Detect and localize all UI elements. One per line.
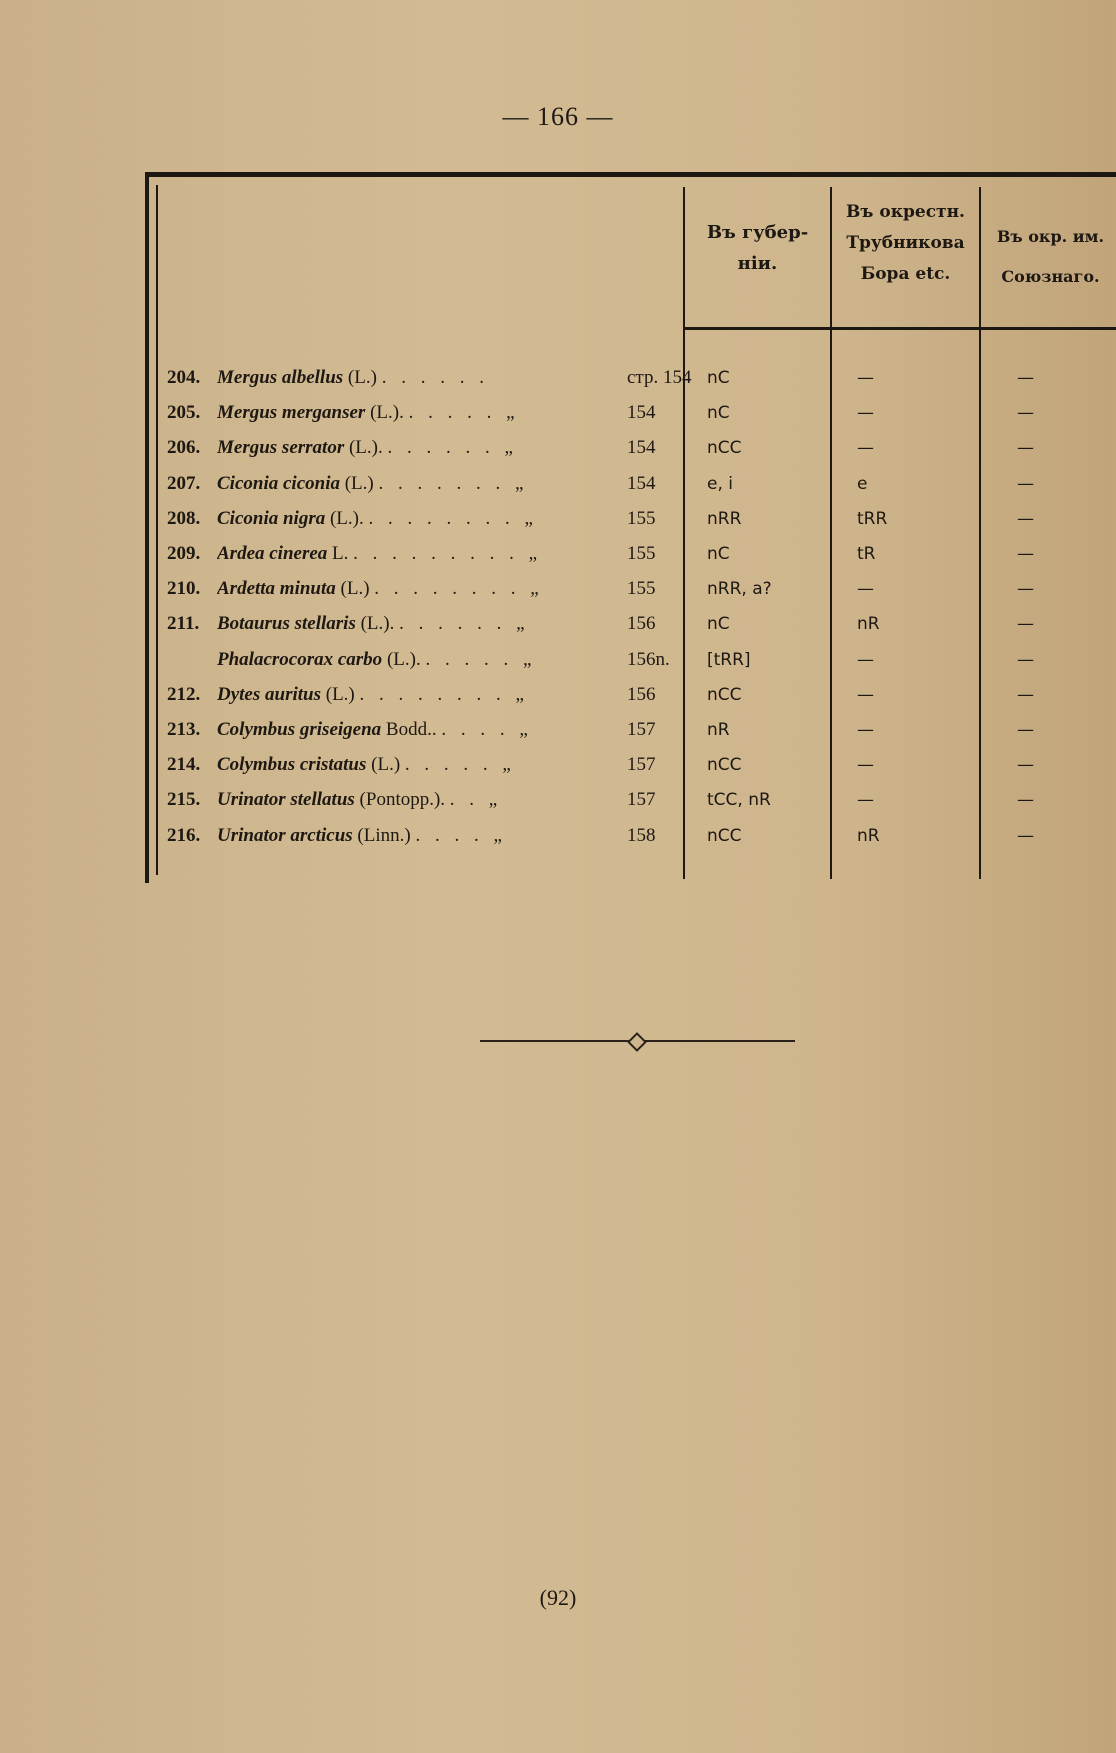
header-soyuznoe xyxy=(981,217,1116,297)
species-latin: Colymbus cristatus xyxy=(217,754,367,776)
cell-gubernia: e, i xyxy=(707,473,733,494)
cell-gubernia: nC xyxy=(707,614,730,635)
cell-gubernia: nCC xyxy=(707,755,742,776)
cell-trubnikov: — xyxy=(857,403,874,424)
ornament-divider xyxy=(480,1035,795,1047)
page-reference: 157 xyxy=(627,719,656,740)
row-number: 215. xyxy=(167,789,201,811)
species-author: (L.). xyxy=(386,648,421,670)
species-author: (L.) xyxy=(325,683,355,705)
cell-soyuznoe: — xyxy=(1017,790,1034,811)
species-name xyxy=(217,402,622,424)
species-latin: Botaurus stellaris xyxy=(217,613,356,635)
species-author: (L.) xyxy=(347,367,377,388)
cell-soyuznoe: — xyxy=(1017,579,1034,600)
leader-dots: . . . . „ xyxy=(415,824,507,846)
species-author: (L.) xyxy=(371,754,401,776)
species-name xyxy=(217,473,622,495)
table-row xyxy=(167,678,1034,712)
species-latin: Ardea cinerea xyxy=(217,543,328,564)
page-reference: 157 xyxy=(627,754,656,776)
cell-trubnikov: — xyxy=(857,649,874,670)
cell-soyuznoe: — xyxy=(1017,544,1034,564)
header-trubnikov-line3: Бора etc. xyxy=(860,264,951,284)
species-latin: Mergus serrator xyxy=(217,437,345,459)
species-latin: Urinator stellatus xyxy=(217,789,355,811)
header-gubernia-line2: ніи. xyxy=(737,253,778,274)
cell-gubernia: nRR, a? xyxy=(707,579,772,600)
page-number: — 166 — xyxy=(502,102,614,131)
page-reference: 156 xyxy=(627,613,656,635)
row-number: 204. xyxy=(167,367,201,388)
page-reference: 156 xyxy=(627,683,656,705)
cell-soyuznoe: — xyxy=(1017,755,1034,776)
ornament-line-right xyxy=(645,1040,795,1042)
species-name xyxy=(217,613,622,635)
cell-soyuznoe: — xyxy=(1017,720,1034,740)
header-rule xyxy=(684,327,1116,330)
cell-gubernia: nC xyxy=(707,403,730,424)
page-footer: (92) xyxy=(539,1585,577,1610)
leader-dots: . . . . . . xyxy=(381,367,489,388)
species-name xyxy=(217,543,622,565)
cell-soyuznoe: — xyxy=(1017,825,1034,846)
species-author: (L.). xyxy=(348,437,383,459)
leader-dots: . . . . . „ xyxy=(408,402,520,424)
cell-trubnikov: — xyxy=(857,579,874,600)
cell-gubernia: nCC xyxy=(707,438,742,459)
row-number: 207. xyxy=(167,472,201,494)
leader-dots: . . . . . . . . „ xyxy=(368,507,538,529)
page-reference: 154 xyxy=(627,437,656,459)
table-row xyxy=(167,572,1034,606)
page-reference: 158 xyxy=(627,824,656,846)
leader-dots: . . . . . „ xyxy=(404,754,516,776)
header-trubnikov-line2: Трубникова xyxy=(846,233,965,253)
leader-dots: . . . . . „ xyxy=(425,648,537,670)
cell-trubnikov: — xyxy=(857,684,874,705)
cell-gubernia: tCC, nR xyxy=(707,790,771,811)
leader-dots: . . . . . . „ xyxy=(387,437,518,459)
table-row xyxy=(167,643,1034,677)
species-author: (Pontopp.). xyxy=(359,789,446,811)
row-number: 208. xyxy=(167,507,201,529)
row-number: 210. xyxy=(167,578,201,600)
row-number: 206. xyxy=(167,437,201,459)
cell-soyuznoe: — xyxy=(1017,614,1034,635)
cell-soyuznoe: — xyxy=(1017,473,1034,494)
header-gubernia xyxy=(685,217,830,279)
table-row xyxy=(167,748,1034,782)
leader-dots: . . . . „ xyxy=(441,719,533,740)
cell-soyuznoe: — xyxy=(1017,403,1034,424)
page-reference: 155 xyxy=(627,507,656,529)
leader-dots: . . „ xyxy=(449,789,503,811)
species-latin: Phalacrocorax carbo xyxy=(217,648,383,670)
cell-gubernia: [tRR] xyxy=(707,649,751,670)
page-reference: 154 xyxy=(627,472,656,494)
column-divider xyxy=(830,187,832,879)
cell-trubnikov: tR xyxy=(857,544,876,564)
cell-trubnikov: — xyxy=(857,438,874,459)
table-row xyxy=(167,396,1034,430)
cell-gubernia: nRR xyxy=(707,508,742,529)
cell-gubernia: nR xyxy=(707,720,730,740)
table-row xyxy=(167,819,1034,853)
species-name xyxy=(217,719,622,741)
cell-gubernia: nCC xyxy=(707,684,742,705)
row-number: 216. xyxy=(167,824,201,846)
table-row xyxy=(167,537,1034,571)
header-trubnikov xyxy=(832,197,979,290)
row-number: 213. xyxy=(167,719,201,740)
species-author: (L.). xyxy=(360,613,395,635)
leader-dots: . . . . . . . . . „ xyxy=(353,543,543,564)
table-row xyxy=(167,431,1034,465)
page-reference: 156n. xyxy=(627,648,670,670)
header-soyuznoe-line1: Въ окр. им. xyxy=(996,227,1105,246)
page-reference: стр. 154 xyxy=(627,367,692,388)
leader-dots: . . . . . . . „ xyxy=(378,472,529,494)
page-reference: 154 xyxy=(627,402,656,424)
species-latin: Mergus merganser xyxy=(217,402,366,424)
row-number: 214. xyxy=(167,754,201,776)
header-trubnikov-line1: Въ окрестн. xyxy=(846,202,965,222)
species-name xyxy=(217,508,622,530)
cell-gubernia: nC xyxy=(707,544,730,564)
species-author: Bodd.. xyxy=(385,719,437,740)
table-row xyxy=(167,361,1034,395)
cell-trubnikov: nR xyxy=(857,614,880,635)
species-latin: Dytes auritus xyxy=(217,683,321,705)
cell-trubnikov: tRR xyxy=(857,508,888,529)
species-name xyxy=(217,578,622,600)
leader-dots: . . . . . . . . „ xyxy=(374,578,544,600)
table-row xyxy=(167,713,1034,747)
header-gubernia-line1: Въ губер- xyxy=(706,222,809,243)
table-row xyxy=(167,783,1034,817)
species-author: L. xyxy=(332,543,349,564)
species-name xyxy=(217,649,622,671)
species-latin: Ciconia nigra xyxy=(217,507,326,529)
leader-dots: . . . . . . „ xyxy=(399,613,530,635)
species-author: (L.). xyxy=(329,507,364,529)
cell-soyuznoe: — xyxy=(1017,649,1034,670)
table-inner-border xyxy=(156,185,158,875)
species-author: (Linn.) xyxy=(357,824,411,846)
species-name xyxy=(217,367,622,389)
species-table xyxy=(145,172,1116,883)
page-reference: 155 xyxy=(627,543,656,564)
row-number: 205. xyxy=(167,402,201,424)
page-reference: 155 xyxy=(627,578,656,600)
row-number: 209. xyxy=(167,543,201,564)
species-author: (L.) xyxy=(340,578,370,600)
species-author: (L.). xyxy=(370,402,404,424)
cell-trubnikov: nR xyxy=(857,825,880,846)
species-name xyxy=(217,684,622,706)
table-row xyxy=(167,607,1034,641)
species-latin: Mergus albellus xyxy=(217,367,344,388)
cell-trubnikov: — xyxy=(857,755,874,776)
cell-trubnikov: e xyxy=(857,473,868,494)
cell-gubernia: nCC xyxy=(707,825,742,846)
species-latin: Ardetta minuta xyxy=(217,578,336,600)
cell-trubnikov: — xyxy=(857,790,874,811)
leader-dots: . . . . . . . . „ xyxy=(359,683,529,705)
cell-trubnikov: — xyxy=(857,720,874,740)
species-name xyxy=(217,437,622,459)
cell-soyuznoe: — xyxy=(1017,438,1034,459)
cell-soyuznoe: — xyxy=(1017,684,1034,705)
cell-gubernia: nC xyxy=(707,368,730,388)
cell-soyuznoe: — xyxy=(1017,508,1034,529)
species-author: (L.) xyxy=(344,472,374,494)
row-number: 212. xyxy=(167,683,201,705)
species-latin: Ciconia ciconia xyxy=(217,472,340,494)
species-name xyxy=(217,789,622,811)
row-number: 211. xyxy=(167,613,200,635)
header-soyuznoe-line2: Союзнаго. xyxy=(1001,267,1100,286)
species-name xyxy=(217,825,622,847)
cell-trubnikov: — xyxy=(857,368,874,388)
cell-soyuznoe: — xyxy=(1017,368,1034,388)
table-row xyxy=(167,467,1034,501)
species-name xyxy=(217,754,622,776)
species-latin: Urinator arcticus xyxy=(217,824,353,846)
ornament-line-left xyxy=(480,1040,630,1042)
page-reference: 157 xyxy=(627,789,656,811)
table-row xyxy=(167,502,1034,536)
species-latin: Colymbus griseigena xyxy=(217,719,382,740)
ornament-diamond-icon xyxy=(627,1032,647,1052)
